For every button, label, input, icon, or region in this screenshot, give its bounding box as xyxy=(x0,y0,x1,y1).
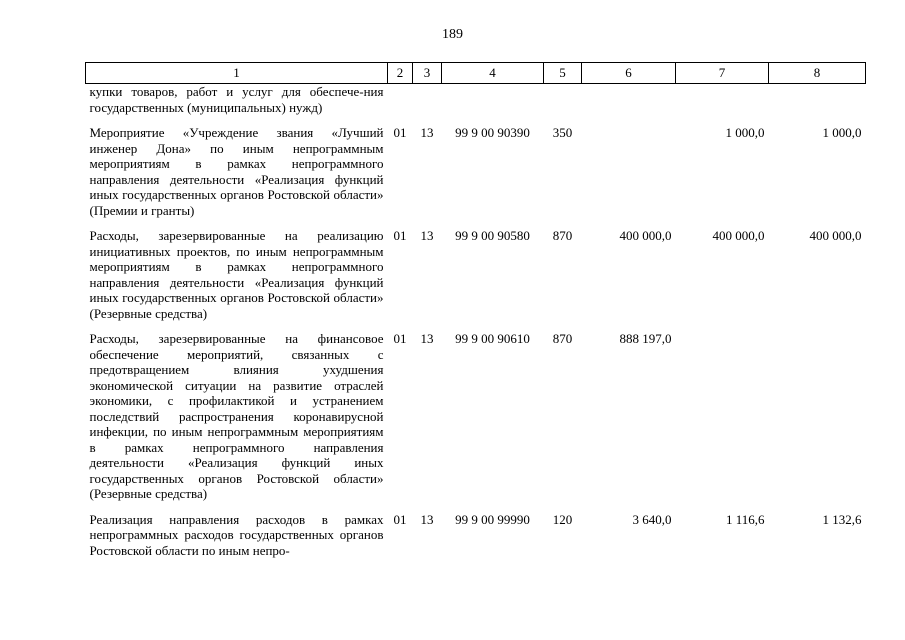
column-header: 7 xyxy=(676,63,769,84)
target-article-code: 99 9 00 90610 xyxy=(455,331,530,346)
amount-col-6: 3 640,0 xyxy=(632,511,672,527)
amount-col-7 xyxy=(676,84,769,126)
column-header: 8 xyxy=(769,63,866,84)
row-description: Расходы, зарезервированные на финансовое обеспечение мероприятий, связанных с предотвращением влияния ухудшения экономической ситуации на развитие отраслей экономики, с профилактикой и устранением последствий распространения коронавирусной инфекции, по иным непрограммным мероприятиям в рамках непрограммного направления деятельности «Реализация функций иных государственных органов Ростовской области» (Резервные средства) xyxy=(89,331,384,501)
section-code: 01 xyxy=(393,228,407,243)
row-description: купки товаров, работ и услуг для обеспече-ния государственных (муниципальных) нужд) xyxy=(89,84,384,115)
amount-col-6: 888 197,0 xyxy=(619,331,672,346)
budget-table xyxy=(85,62,866,568)
section-code: 01 xyxy=(393,331,407,346)
column-header: 3 xyxy=(413,63,442,84)
section-code: 01 xyxy=(393,511,407,527)
row-description: Реализация направления расходов в рамках непрограммных расходов государственных органов Ростовской области по иным непро- xyxy=(89,511,384,558)
section-code: 01 xyxy=(393,125,407,140)
amount-col-8: 400 000,0 xyxy=(809,228,862,243)
amount-col-7: 400 000,0 xyxy=(712,228,765,243)
target-article-code: 99 9 00 90390 xyxy=(455,125,530,140)
expense-type-code: 870 xyxy=(552,331,573,346)
expense-type-code: 870 xyxy=(552,228,573,243)
column-header: 2 xyxy=(388,63,413,84)
table-row xyxy=(86,512,866,569)
row-description: Расходы, зарезервированные на реализацию инициативных проектов, по иным непрограммным мероприятиям в рамках непрограммного направления деятельности «Реализация функций иных государственных органов Ростовской области» (Резервные средства) xyxy=(89,228,384,321)
column-header: 4 xyxy=(442,63,544,84)
target-article-code xyxy=(442,84,544,126)
amount-col-6 xyxy=(582,125,676,228)
table-row xyxy=(86,125,866,228)
amount-col-6: 400 000,0 xyxy=(619,228,672,243)
column-number-header xyxy=(86,63,866,84)
amount-col-7: 1 000,0 xyxy=(725,125,765,140)
subsection-code: 13 xyxy=(420,125,434,140)
amount-col-8: 1 132,6 xyxy=(822,511,862,527)
amount-col-8 xyxy=(769,84,866,126)
target-article-code: 99 9 00 90580 xyxy=(455,228,530,243)
table-row xyxy=(86,84,866,126)
amount-col-8: 1 000,0 xyxy=(822,125,862,140)
subsection-code: 13 xyxy=(420,331,434,346)
amount-col-7: 1 116,6 xyxy=(725,511,765,527)
row-description: Мероприятие «Учреждение звания «Лучший инженер Дона» по иным непрограммным мероприятиям в рамках непрограммного направления деятельности «Реализация функций иных государственных органов Ростовской области» (Премии и гранты) xyxy=(89,125,384,218)
column-header: 1 xyxy=(86,63,388,84)
expense-type-code xyxy=(544,84,582,126)
subsection-code: 13 xyxy=(420,511,434,527)
amount-col-7 xyxy=(676,331,769,512)
subsection-code xyxy=(413,84,442,126)
subsection-code: 13 xyxy=(420,228,434,243)
column-header: 5 xyxy=(544,63,582,84)
amount-col-8 xyxy=(769,331,866,512)
page-number: 189 xyxy=(442,27,463,42)
expense-type-code: 350 xyxy=(552,125,573,140)
expense-type-code: 120 xyxy=(552,511,573,527)
column-header: 6 xyxy=(582,63,676,84)
section-code xyxy=(388,84,413,126)
target-article-code: 99 9 00 99990 xyxy=(455,511,530,527)
amount-col-6 xyxy=(582,84,676,126)
table-row xyxy=(86,331,866,512)
table-row xyxy=(86,228,866,331)
